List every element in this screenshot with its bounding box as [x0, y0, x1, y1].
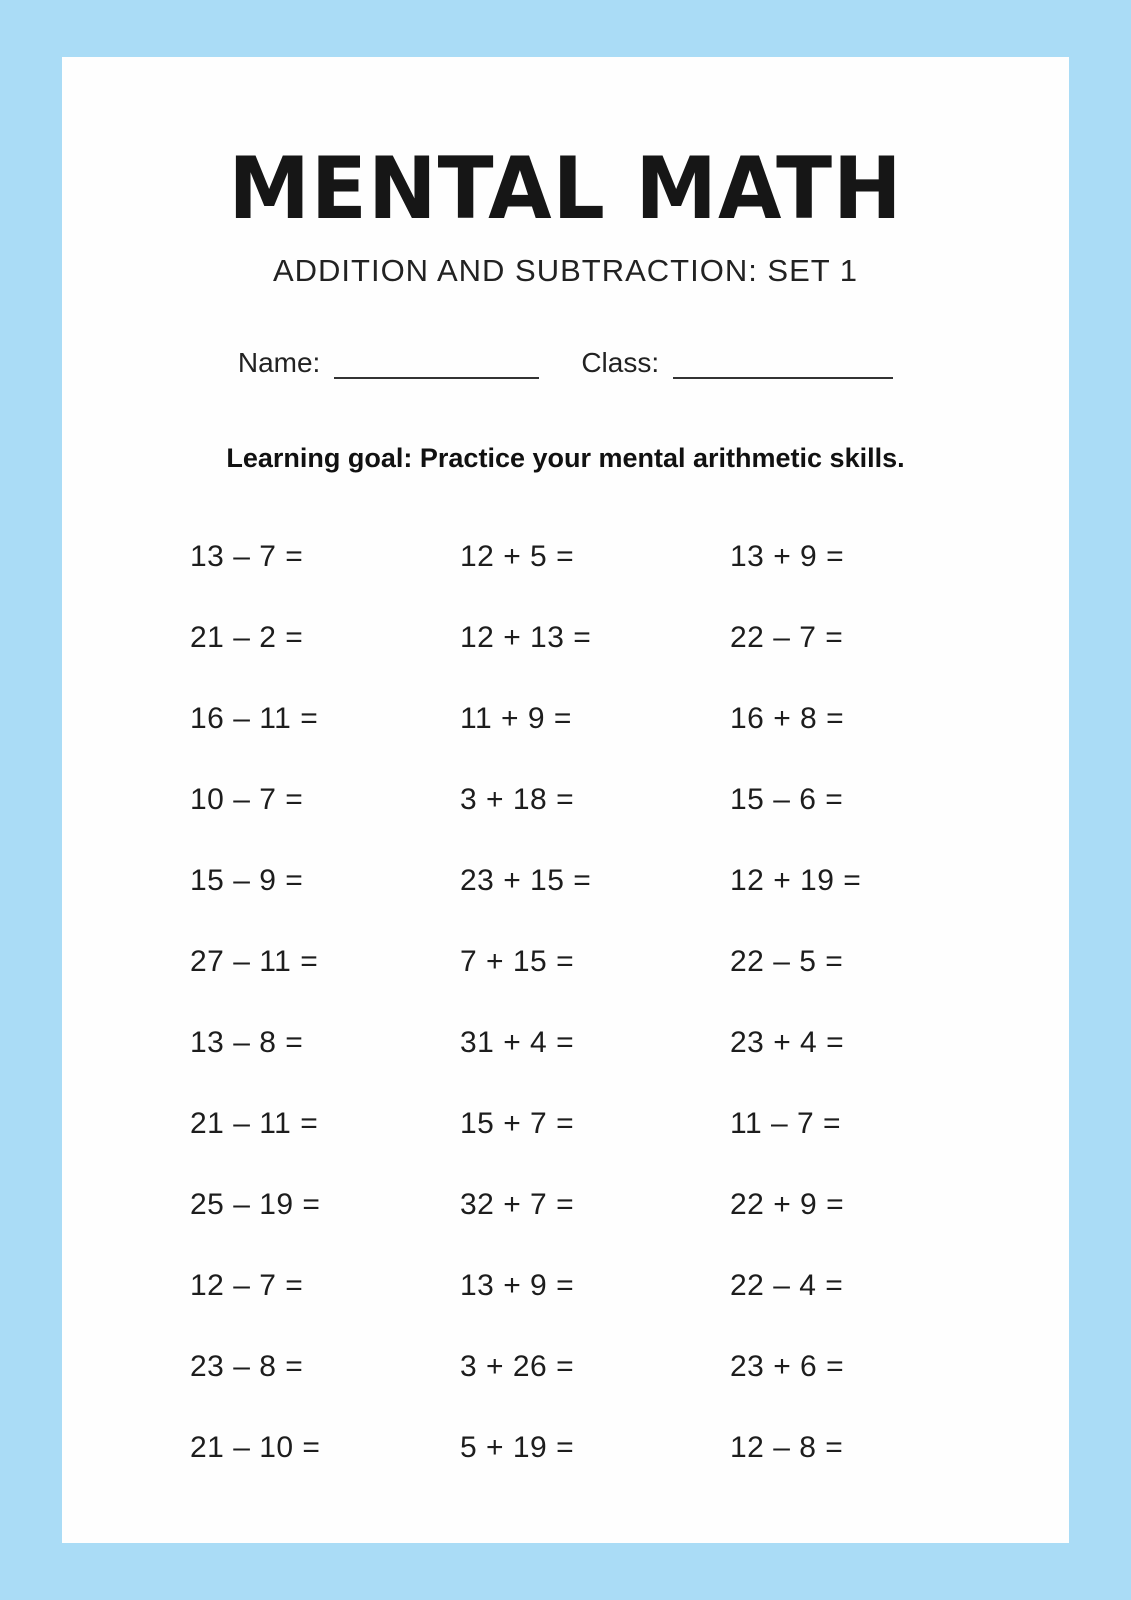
problem-item: 25 – 19 =	[190, 1188, 321, 1221]
problem-item: 11 – 7 =	[730, 1107, 842, 1140]
problem-item: 7 + 15 =	[460, 945, 575, 978]
problem-column	[190, 542, 460, 1514]
problem-item: 31 + 4 =	[460, 1026, 575, 1059]
name-write-line	[334, 347, 539, 379]
problem-item: 12 + 5 =	[460, 540, 575, 573]
problem-item: 15 – 9 =	[190, 864, 304, 897]
problem-item: 23 – 8 =	[190, 1350, 304, 1383]
page-subtitle: ADDITION AND SUBTRACTION: SET 1	[272, 253, 859, 288]
problem-item: 32 + 7 =	[460, 1188, 575, 1221]
worksheet-page	[62, 57, 1069, 1543]
problem-item: 3 + 26 =	[460, 1350, 575, 1383]
problem-item: 21 – 2 =	[190, 621, 304, 654]
problem-column	[460, 542, 730, 1514]
problem-item: 13 – 7 =	[190, 540, 304, 573]
problem-item: 15 – 6 =	[730, 783, 844, 816]
problems-grid	[62, 542, 1069, 1514]
problem-item: 12 – 7 =	[190, 1269, 304, 1302]
problem-item: 22 – 5 =	[730, 945, 844, 978]
problem-item: 12 + 19 =	[730, 864, 862, 897]
problem-item: 22 – 7 =	[730, 621, 844, 654]
problem-item: 10 – 7 =	[190, 783, 304, 816]
problem-item: 16 – 11 =	[190, 702, 319, 735]
problem-item: 16 + 8 =	[730, 702, 845, 735]
problem-item: 13 + 9 =	[730, 540, 845, 573]
class-label: Class:	[581, 347, 660, 378]
page-title: MENTAL MATH	[228, 140, 903, 239]
name-class-row	[62, 347, 1069, 379]
problem-column	[730, 542, 1000, 1514]
class-write-line	[673, 347, 893, 379]
problem-item: 21 – 11 =	[190, 1107, 319, 1140]
problem-item: 23 + 6 =	[730, 1350, 845, 1383]
problem-item: 21 – 10 =	[190, 1431, 321, 1464]
problem-item: 23 + 4 =	[730, 1026, 845, 1059]
name-label: Name:	[237, 347, 321, 378]
problem-item: 13 – 8 =	[190, 1026, 304, 1059]
problem-item: 22 – 4 =	[730, 1269, 844, 1302]
problem-item: 27 – 11 =	[190, 945, 319, 978]
problem-item: 15 + 7 =	[460, 1107, 575, 1140]
problem-item: 22 + 9 =	[730, 1188, 845, 1221]
problem-item: 12 – 8 =	[730, 1431, 844, 1464]
problem-item: 12 + 13 =	[460, 621, 592, 654]
problem-item: 23 + 15 =	[460, 864, 592, 897]
problem-item: 11 + 9 =	[460, 702, 572, 735]
learning-goal: Learning goal: Practice your mental arithmetic skills.	[226, 443, 905, 473]
problem-item: 5 + 19 =	[460, 1431, 575, 1464]
problem-item: 13 + 9 =	[460, 1269, 575, 1302]
problem-item: 3 + 18 =	[460, 783, 575, 816]
